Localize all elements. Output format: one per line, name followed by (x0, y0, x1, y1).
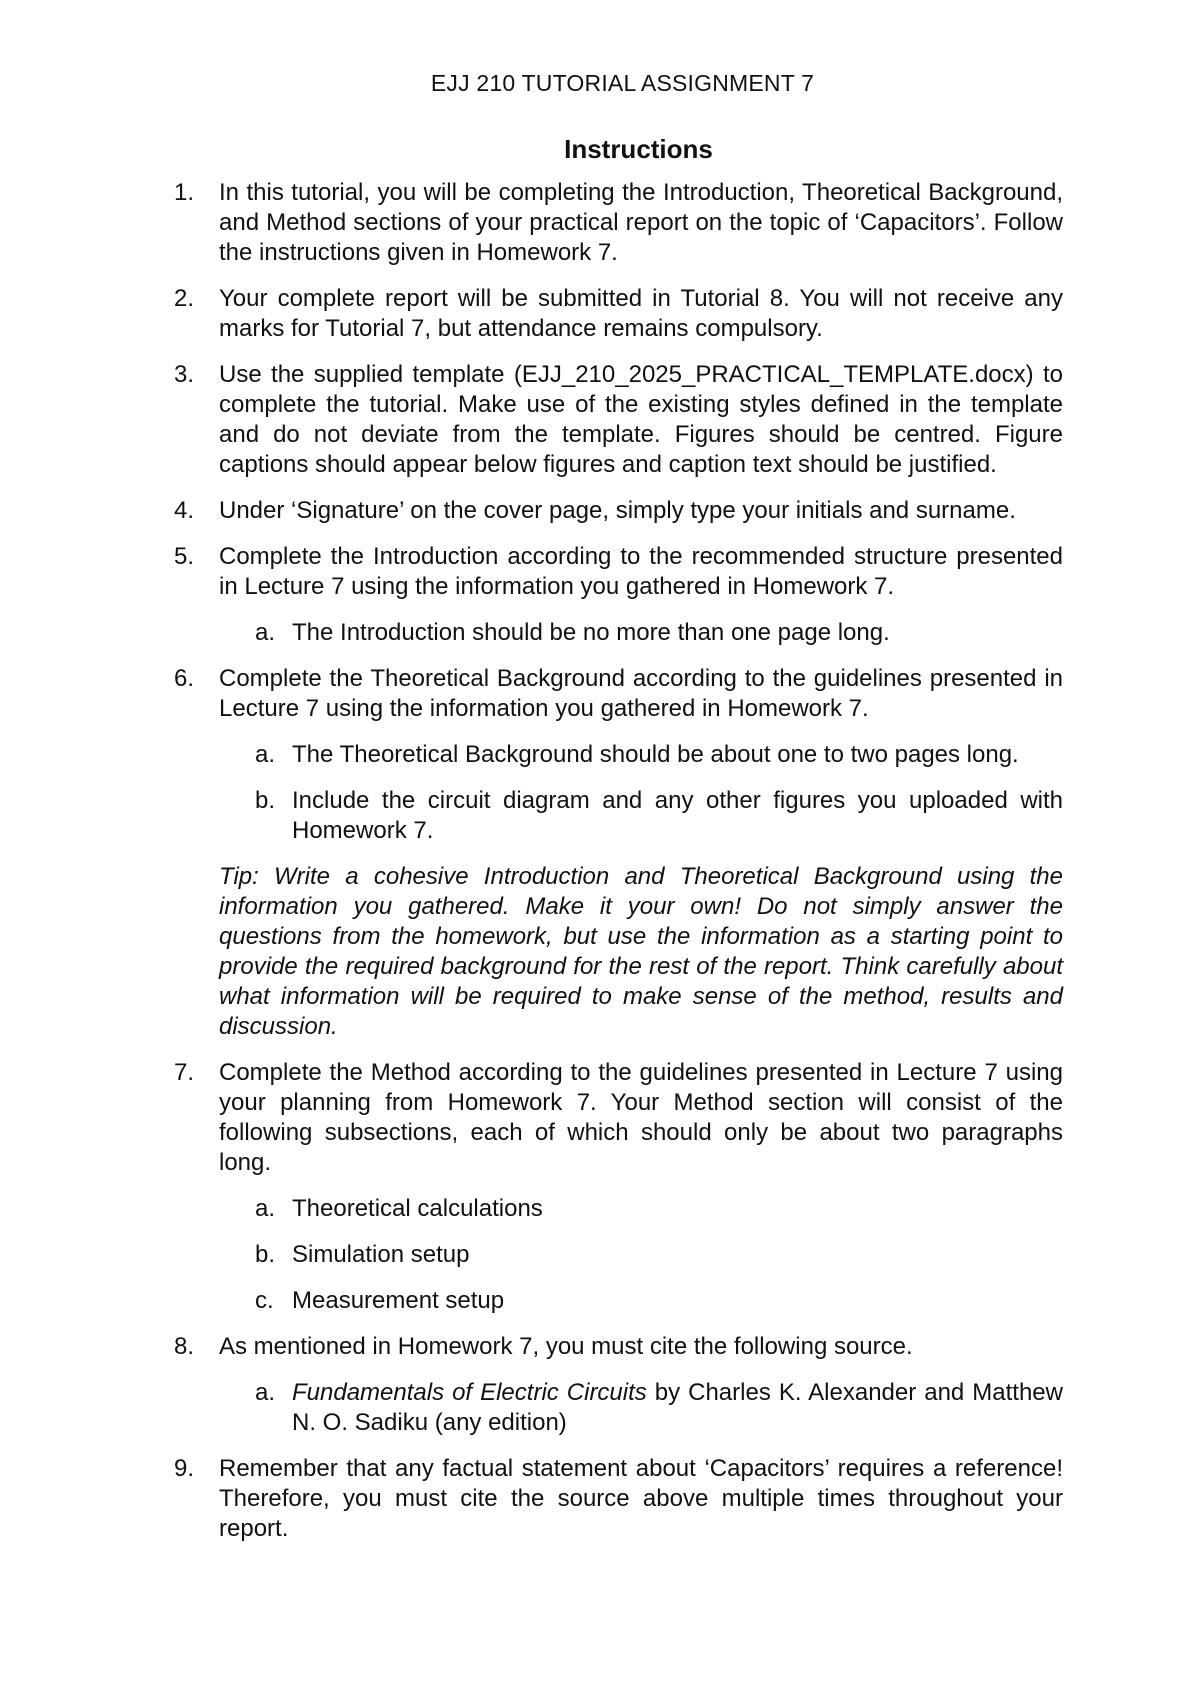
item-text: Your complete report will be submitted in Tutorial 8. You will not receive any marks for Tutorial 7, but attendance remains compulsory. (219, 285, 1063, 342)
item-number: 1. (174, 179, 195, 206)
item-text: As mentioned in Homework 7, you must cite the following source. (219, 1333, 913, 1360)
document-header: EJJ 210 TUTORIAL ASSIGNMENT 7 (430, 70, 815, 96)
list-item (174, 284, 1063, 344)
list-item (174, 1058, 1063, 1316)
instructions-list (174, 178, 1063, 1544)
item-text: Remember that any factual statement about ‘Capacitors’ requires a reference! Therefore, you must cite the source above multiple times throughout your report. (219, 1455, 1063, 1542)
item-text: In this tutorial, you will be completing the Introduction, Theoretical Background, and Method sections of your practical report on the topic of ‘Capacitors’. Follow the instructions given in Homework 7. (219, 179, 1063, 266)
list-item (174, 360, 1063, 480)
item-number: 3. (174, 361, 195, 388)
sub-item-letter: a. (255, 1379, 276, 1406)
sub-item (219, 618, 1063, 648)
item-number: 6. (174, 665, 195, 692)
sub-item-letter: a. (255, 741, 276, 768)
sub-list (219, 1194, 1063, 1316)
sub-item-text: Theoretical calculations (292, 1195, 543, 1222)
sub-list (219, 618, 1063, 648)
sub-item-letter: a. (255, 1195, 276, 1222)
sub-item (219, 786, 1063, 846)
sub-item-text: Measurement setup (292, 1287, 505, 1314)
list-item (174, 542, 1063, 648)
item-number: 2. (174, 285, 195, 312)
item-text: Complete the Theoretical Background according to the guidelines presented in Lecture 7 using the information you gathered in Homework 7. (219, 665, 1063, 722)
item-number: 8. (174, 1333, 195, 1360)
page-title: Instructions (564, 134, 713, 164)
list-item (174, 664, 1063, 1042)
item-text: Complete the Method according to the guidelines presented in Lecture 7 using your planning from Homework 7. Your Method section will consist of the following subsections, each of which should only be about two paragraphs long. (219, 1059, 1063, 1176)
sub-list (219, 1378, 1063, 1438)
sub-item (219, 1240, 1063, 1270)
sub-item (219, 1286, 1063, 1316)
citation-text (292, 1378, 1063, 1438)
sub-item-letter: a. (255, 619, 276, 646)
sub-item-letter: c. (255, 1287, 274, 1314)
item-number: 5. (174, 543, 195, 570)
sub-item-text: The Introduction should be no more than one page long. (292, 619, 890, 646)
item-text: Use the supplied template (EJJ_210_2025_PRACTICAL_TEMPLATE.docx) to complete the tutorial. Make use of the existing styles defined in the template and do not deviate from the template. Figures should be centred. Figure captions should appear below figures and caption text should be justified. (219, 361, 1063, 478)
sub-item (219, 740, 1063, 770)
item-number: 7. (174, 1059, 195, 1086)
tip-paragraph: Tip: Write a cohesive Introduction and Theoretical Background using the information you gathered. Make it your own! Do not simply answer the questions from the homework, but use the information as a starting point to provide the required background for the rest of the report. Think carefully about what information will be required to make sense of the method, results and discussion. (219, 863, 1063, 1040)
list-item (174, 1332, 1063, 1438)
item-text: Under ‘Signature’ on the cover page, simply type your initials and surname. (219, 497, 1016, 524)
citation-authors: by Charles K. Alexander and Matthew N. O. Sadiku (any edition) (292, 1379, 1063, 1436)
sub-item-text: Include the circuit diagram and any other figures you uploaded with Homework 7. (292, 787, 1063, 844)
list-item (174, 178, 1063, 268)
list-item (174, 1454, 1063, 1544)
sub-item-letter: b. (255, 787, 276, 814)
sub-item-letter: b. (255, 1241, 276, 1268)
item-text: Complete the Introduction according to the recommended structure presented in Lecture 7 using the information you gathered in Homework 7. (219, 543, 1063, 600)
sub-list (219, 740, 1063, 846)
sub-item (219, 1194, 1063, 1224)
list-item (174, 496, 1063, 526)
item-number: 9. (174, 1455, 195, 1482)
book-title: Fundamentals of Electric Circuits (292, 1379, 647, 1406)
item-number: 4. (174, 497, 195, 524)
sub-item-text: The Theoretical Background should be about one to two pages long. (292, 741, 1019, 768)
sub-item-text: Simulation setup (292, 1241, 470, 1268)
citation-item (219, 1378, 1063, 1438)
